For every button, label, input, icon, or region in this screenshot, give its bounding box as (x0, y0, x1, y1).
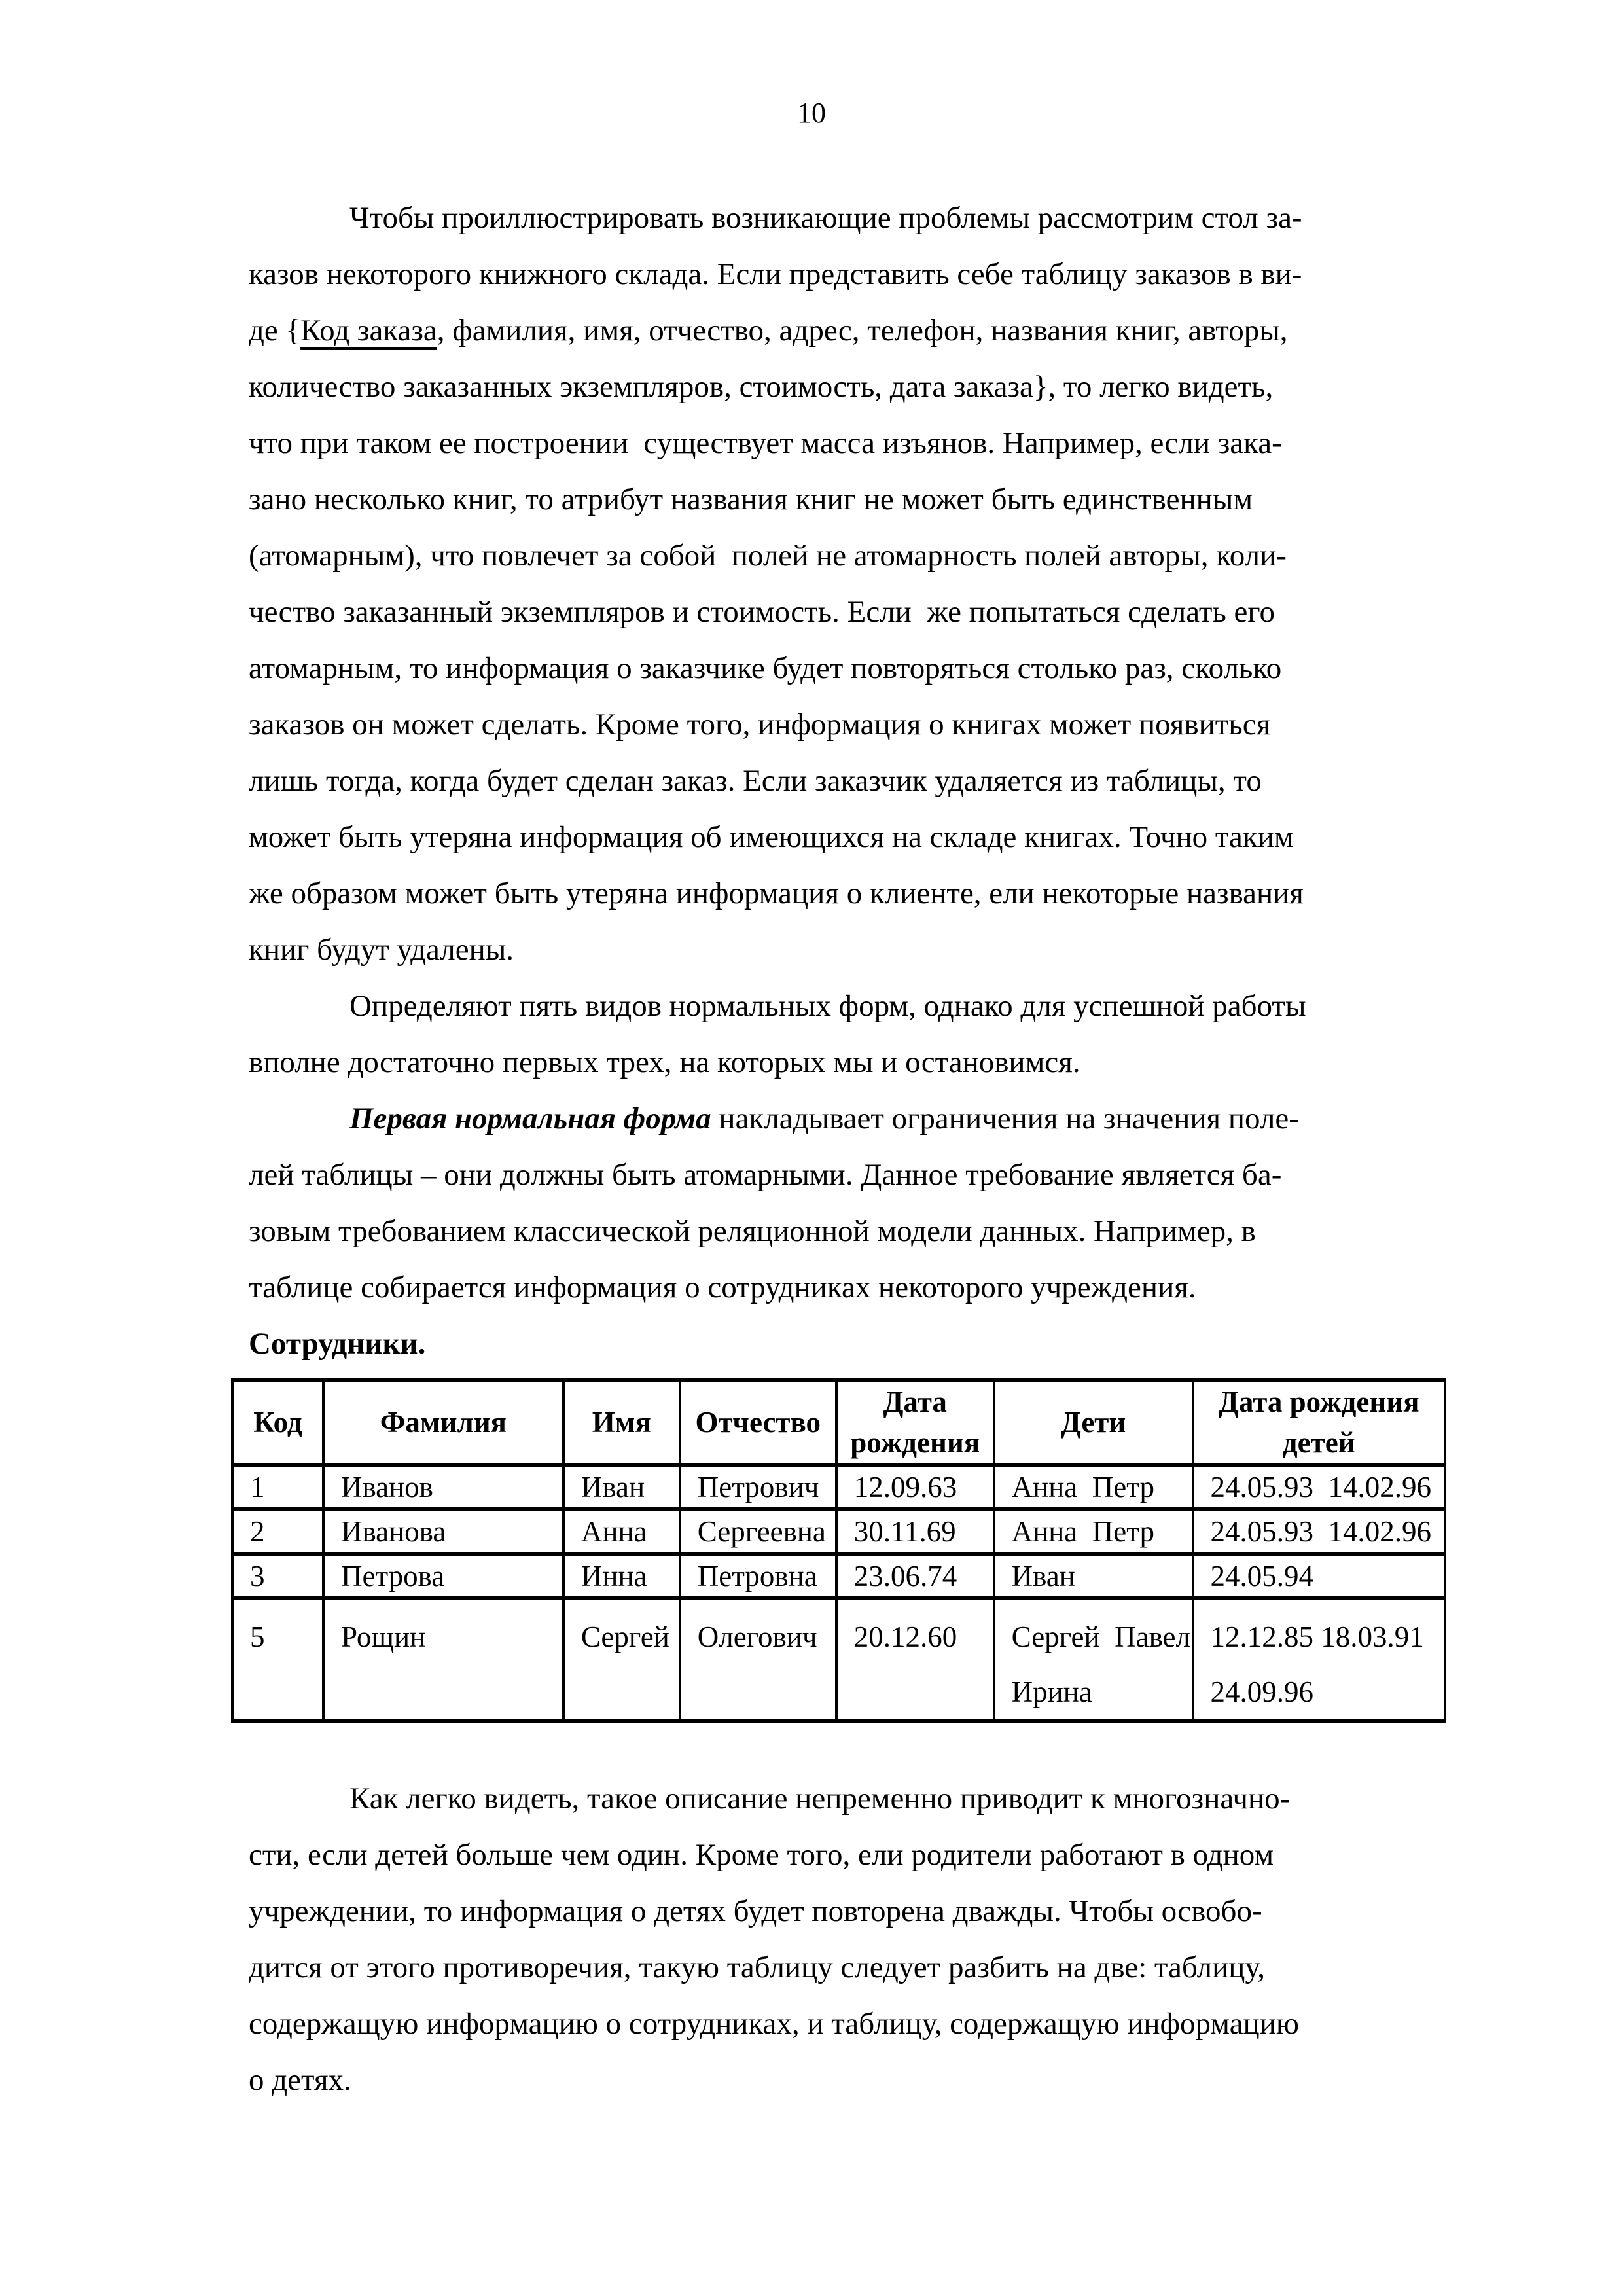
cell-text: 20.12.60 (853, 1621, 957, 1653)
table-cell (680, 1509, 836, 1554)
cell-text: Олегович (697, 1621, 817, 1653)
cell-text: 24.05.93 14.02.96 (1210, 1471, 1432, 1503)
table-cell (563, 1554, 680, 1598)
table-cell (994, 1554, 1193, 1598)
text-line (249, 471, 1394, 528)
cell-text: 12.12.85 18.03.91 (1210, 1621, 1424, 1653)
page-number: 10 (797, 97, 826, 129)
table-cell (994, 1598, 1193, 1721)
text-segment: лей таблицы – они должны быть атомарными. Данное требование является ба- (249, 1158, 1282, 1192)
text-line (249, 922, 1394, 978)
text-line (249, 1996, 1394, 2052)
text-segment: казов некоторого книжного склада. Если представить себе таблицу заказов в ви- (249, 257, 1302, 291)
table-cell (563, 1465, 680, 1509)
table-cell (232, 1554, 323, 1598)
cell-text: Дети (1060, 1406, 1126, 1439)
cell-text: Имя (592, 1406, 651, 1439)
text-segment: может быть утеряна информация об имеющихся на складе книгах. Точно таким (249, 820, 1294, 854)
text-segment: таблице собирается информация о сотрудниках некоторого учреждения. (249, 1270, 1196, 1304)
text-line (249, 865, 1394, 922)
cell-text: Петрович (697, 1471, 819, 1503)
text-line (249, 1034, 1394, 1090)
text-segment: содержащую информацию о сотрудниках, и таблицу, содержащую информацию (249, 2007, 1299, 2041)
text-segment: накладывает ограничения на значения поле- (711, 1102, 1299, 1136)
text-line (249, 1203, 1394, 1259)
text-segment: же образом может быть утеряна информация о клиенте, ели некоторые названия (249, 876, 1304, 910)
text-line (249, 528, 1394, 584)
cell-text: Петрова (340, 1560, 445, 1592)
cell-text: Анна Петр (1011, 1515, 1154, 1548)
table-cell (836, 1509, 994, 1554)
table-header-cell (563, 1380, 680, 1465)
text-line (249, 359, 1394, 415)
cell-text: 30.11.69 (853, 1515, 956, 1548)
table-cell (232, 1465, 323, 1509)
table-cell (563, 1509, 680, 1554)
text-segment: чество заказанный экземпляров и стоимость. Если же попытаться сделать его (249, 595, 1275, 629)
cell-text: 5 (250, 1621, 265, 1653)
cell-text: Иванова (340, 1515, 446, 1548)
text-line (249, 1090, 1394, 1147)
table-header-cell (1193, 1380, 1445, 1465)
text-segment: Сотрудники. (249, 1327, 426, 1361)
table-header-cell (680, 1380, 836, 1465)
text-segment: атомарным, то информация о заказчике будет повторяться столько раз, сколько (249, 651, 1282, 685)
text-line (249, 978, 1394, 1034)
table-cell (1193, 1509, 1445, 1554)
text-segment: Код заказа (300, 314, 437, 348)
text-segment: лишь тогда, когда будет сделан заказ. Если заказчик удаляется из таблицы, то (249, 764, 1262, 798)
table-cell (836, 1598, 994, 1721)
cell-text: 24.09.96 (1210, 1676, 1314, 1708)
employees-table-head (232, 1380, 1445, 1465)
table-cell (1193, 1554, 1445, 1598)
table-row (232, 1598, 1445, 1721)
table-cell (680, 1554, 836, 1598)
table-cell (680, 1465, 836, 1509)
text-segment: сти, если детей больше чем один. Кроме того, ели родители работают в одном (249, 1838, 1274, 1872)
cell-text: Анна Петр (1011, 1471, 1154, 1503)
cell-text: Анна (580, 1515, 647, 1548)
table-cell (563, 1598, 680, 1721)
text-block-lower (249, 1770, 1394, 2108)
cell-text: 2 (250, 1515, 265, 1548)
employees-table-body (232, 1465, 1445, 1721)
text-line (249, 584, 1394, 640)
table-header-cell (323, 1380, 563, 1465)
cell-text: Иван (1011, 1560, 1075, 1592)
text-segment: что при таком ее построении существует масса изъянов. Например, если зака- (249, 426, 1282, 460)
cell-text: Иван (580, 1471, 645, 1503)
table-cell (836, 1554, 994, 1598)
cell-text: 3 (250, 1560, 265, 1592)
text-line (249, 640, 1394, 696)
text-segment: (атомарным), что повлечет за собой полей не атомарность полей авторы, коли- (249, 539, 1287, 573)
text-line (249, 2052, 1394, 2108)
table-row (232, 1465, 1445, 1509)
table-cell (323, 1598, 563, 1721)
text-segment: Как легко видеть, такое описание непременно приводит к многозначно- (349, 1782, 1291, 1816)
cell-text: Иванов (340, 1471, 433, 1503)
text-segment: зовым требованием классической реляционной модели данных. Например, в (249, 1214, 1256, 1248)
text-line (249, 246, 1394, 302)
cell-text: 24.05.94 (1210, 1560, 1314, 1592)
employees-table (231, 1378, 1446, 1723)
cell-text: Петровна (697, 1560, 817, 1592)
text-segment: зано несколько книг, то атрибут названия книг не может быть единственным (249, 482, 1253, 516)
text-segment: количество заказанных экземпляров, стоимость, дата заказа}, то легко видеть, (249, 370, 1274, 404)
table-header-row (232, 1380, 1445, 1465)
table-cell (1193, 1465, 1445, 1509)
cell-text: Сергей (580, 1621, 669, 1653)
text-line (249, 696, 1394, 753)
cell-text: Рощин (340, 1621, 426, 1653)
text-line (249, 1827, 1394, 1883)
cell-text: Код (253, 1406, 302, 1439)
table-row (232, 1509, 1445, 1554)
text-line (249, 1770, 1394, 1827)
table-cell (323, 1554, 563, 1598)
text-line (249, 190, 1394, 246)
cell-text: 1 (250, 1471, 265, 1503)
text-line (249, 1259, 1394, 1316)
text-segment: де { (249, 314, 301, 348)
cell-text: Инна (580, 1560, 647, 1592)
cell-text: Сергеевна (697, 1515, 826, 1548)
cell-text: 24.05.93 14.02.96 (1210, 1515, 1432, 1548)
table-header-cell (994, 1380, 1193, 1465)
table-cell (232, 1598, 323, 1721)
text-segment: , фамилия, имя, отчество, адрес, телефон, названия книг, авторы, (437, 314, 1288, 348)
text-line (249, 1883, 1394, 1939)
text-line (249, 302, 1394, 359)
table-cell (994, 1509, 1193, 1554)
table-row (232, 1554, 1445, 1598)
text-line (249, 1147, 1394, 1203)
text-segment: Определяют пять видов нормальных форм, однако для успешной работы (349, 989, 1306, 1023)
text-line (249, 1939, 1394, 1996)
cell-text: рождения (850, 1426, 980, 1459)
cell-text: Сергей Павел (1011, 1621, 1190, 1653)
cell-text: Ирина (1011, 1676, 1092, 1708)
table-cell (994, 1465, 1193, 1509)
text-segment: учреждении, то информация о детях будет повторена дважды. Чтобы освобо- (249, 1894, 1262, 1928)
text-line (249, 809, 1394, 865)
cell-text: Фамилия (380, 1406, 507, 1439)
table-cell (1193, 1598, 1445, 1721)
text-segment: Первая нормальная форма (349, 1102, 711, 1136)
cell-text: Дата (883, 1386, 947, 1418)
table-cell (323, 1509, 563, 1554)
text-line (249, 1316, 1394, 1372)
text-line (249, 415, 1394, 471)
cell-text: 23.06.74 (853, 1560, 957, 1592)
text-segment: о детях. (249, 2063, 351, 2097)
text-line (249, 753, 1394, 809)
cell-text: Дата рождения (1218, 1386, 1419, 1418)
cell-text: Отчество (695, 1406, 821, 1439)
table-cell (836, 1465, 994, 1509)
table-header-cell (836, 1380, 994, 1465)
text-segment: дится от этого противоречия, такую таблицу следует разбить на две: таблицу, (249, 1950, 1265, 1984)
table-cell (323, 1465, 563, 1509)
cell-text: 12.09.63 (853, 1471, 957, 1503)
cell-text: детей (1282, 1426, 1355, 1459)
text-segment: Чтобы проиллюстрировать возникающие проблемы рассмотрим стол за- (349, 201, 1302, 235)
text-segment: книг будут удалены. (249, 933, 514, 967)
table-header-cell (232, 1380, 323, 1465)
text-segment: заказов он может сделать. Кроме того, информация о книгах может появиться (249, 708, 1271, 742)
text-block-upper (249, 190, 1394, 1372)
table-cell (680, 1598, 836, 1721)
table-cell (232, 1509, 323, 1554)
text-segment: вполне достаточно первых трех, на которых мы и остановимся. (249, 1045, 1080, 1079)
